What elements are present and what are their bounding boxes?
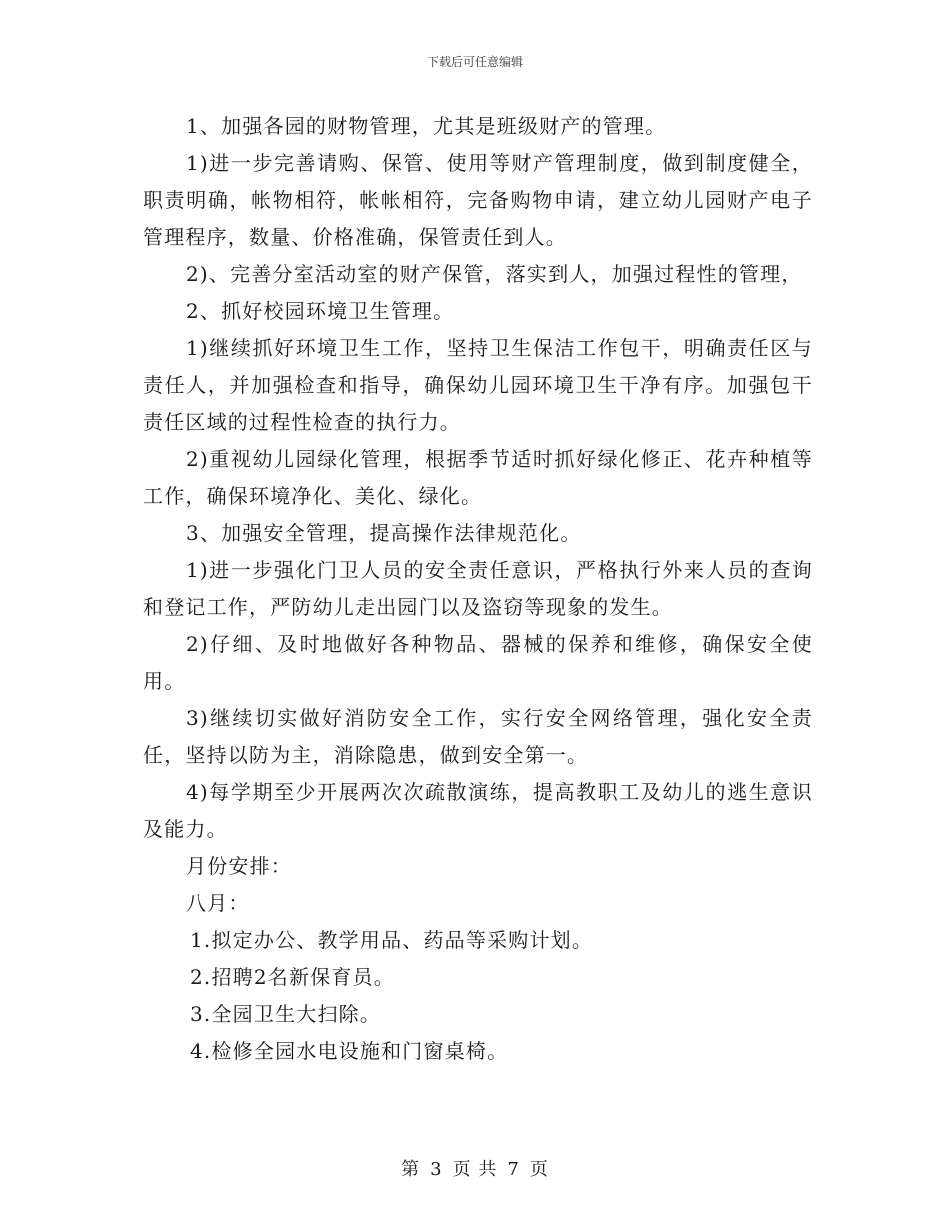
paragraph-3-1: 1)进一步强化门卫人员的安全责任意识，严格执行外来人员的查询和登记工作，严防幼儿走出园门以及盗窃等现象的发生。 [143,558,813,619]
paragraph-2-1: 1)继续抓好环境卫生工作，坚持卫生保洁工作包干，明确责任区与责任人，并加强检查和指导，确保幼儿园环境卫生干净有序。加强包干责任区域的过程性检查的执行力。 [143,336,813,434]
paragraph-section-2-title: 2、抓好校园环境卫生管理。 [186,299,455,323]
footer-middle: 页 共 [452,1159,498,1180]
paragraph-monthly-plan: 月份安排： [186,854,292,878]
paragraph-3-2: 2)仔细、及时地做好各种物品、器械的保养和维修，确保安全使用。 [143,632,813,693]
list-item: 3.全园卫生大扫除。 [190,1002,382,1026]
paragraph-3-4: 4)每学期至少开展两次次疏散演练，提高教职工及幼儿的逃生意识及能力。 [143,780,813,841]
footer-total-pages: 7 [507,1159,520,1180]
list-item: 2.招聘2名新保育员。 [190,965,396,989]
page-footer [0,1155,950,1181]
list-item: 4.检修全园水电设施和门窗桌椅。 [190,1039,509,1063]
paragraph-august: 八月： [186,891,250,915]
paragraph-section-1-title: 1、加强各园的财物管理，尤其是班级财产的管理。 [186,114,667,138]
document-body [143,108,813,1070]
list-item: 1.拟定办公、教学用品、药品等采购计划。 [190,928,594,952]
page-header: 下载后可任意编辑 [426,55,523,69]
footer-prefix: 第 [401,1159,421,1180]
paragraph-2-2: 2)重视幼儿园绿化管理，根据季节适时抓好绿化修正、花卉种植等工作，确保环境净化、美化、绿化。 [143,447,813,508]
footer-current-page: 3 [430,1159,443,1180]
footer-suffix: 页 [529,1159,549,1180]
paragraph-1-1: 1)进一步完善请购、保管、使用等财产管理制度，做到制度健全，职责明确，帐物相符，帐帐相符，完备购物申请，建立幼儿园财产电子管理程序，数量、价格准确，保管责任到人。 [143,151,813,249]
paragraph-section-3-title: 3、加强安全管理，提高操作法律规范化。 [186,521,582,545]
paragraph-3-3: 3)继续切实做好消防安全工作，实行安全网络管理，强化安全责任，坚持以防为主，消除隐患，做到安全第一。 [143,706,813,767]
paragraph-1-2: 2)、完善分室活动室的财产保管，落实到人，加强过程性的管理， [186,262,803,286]
